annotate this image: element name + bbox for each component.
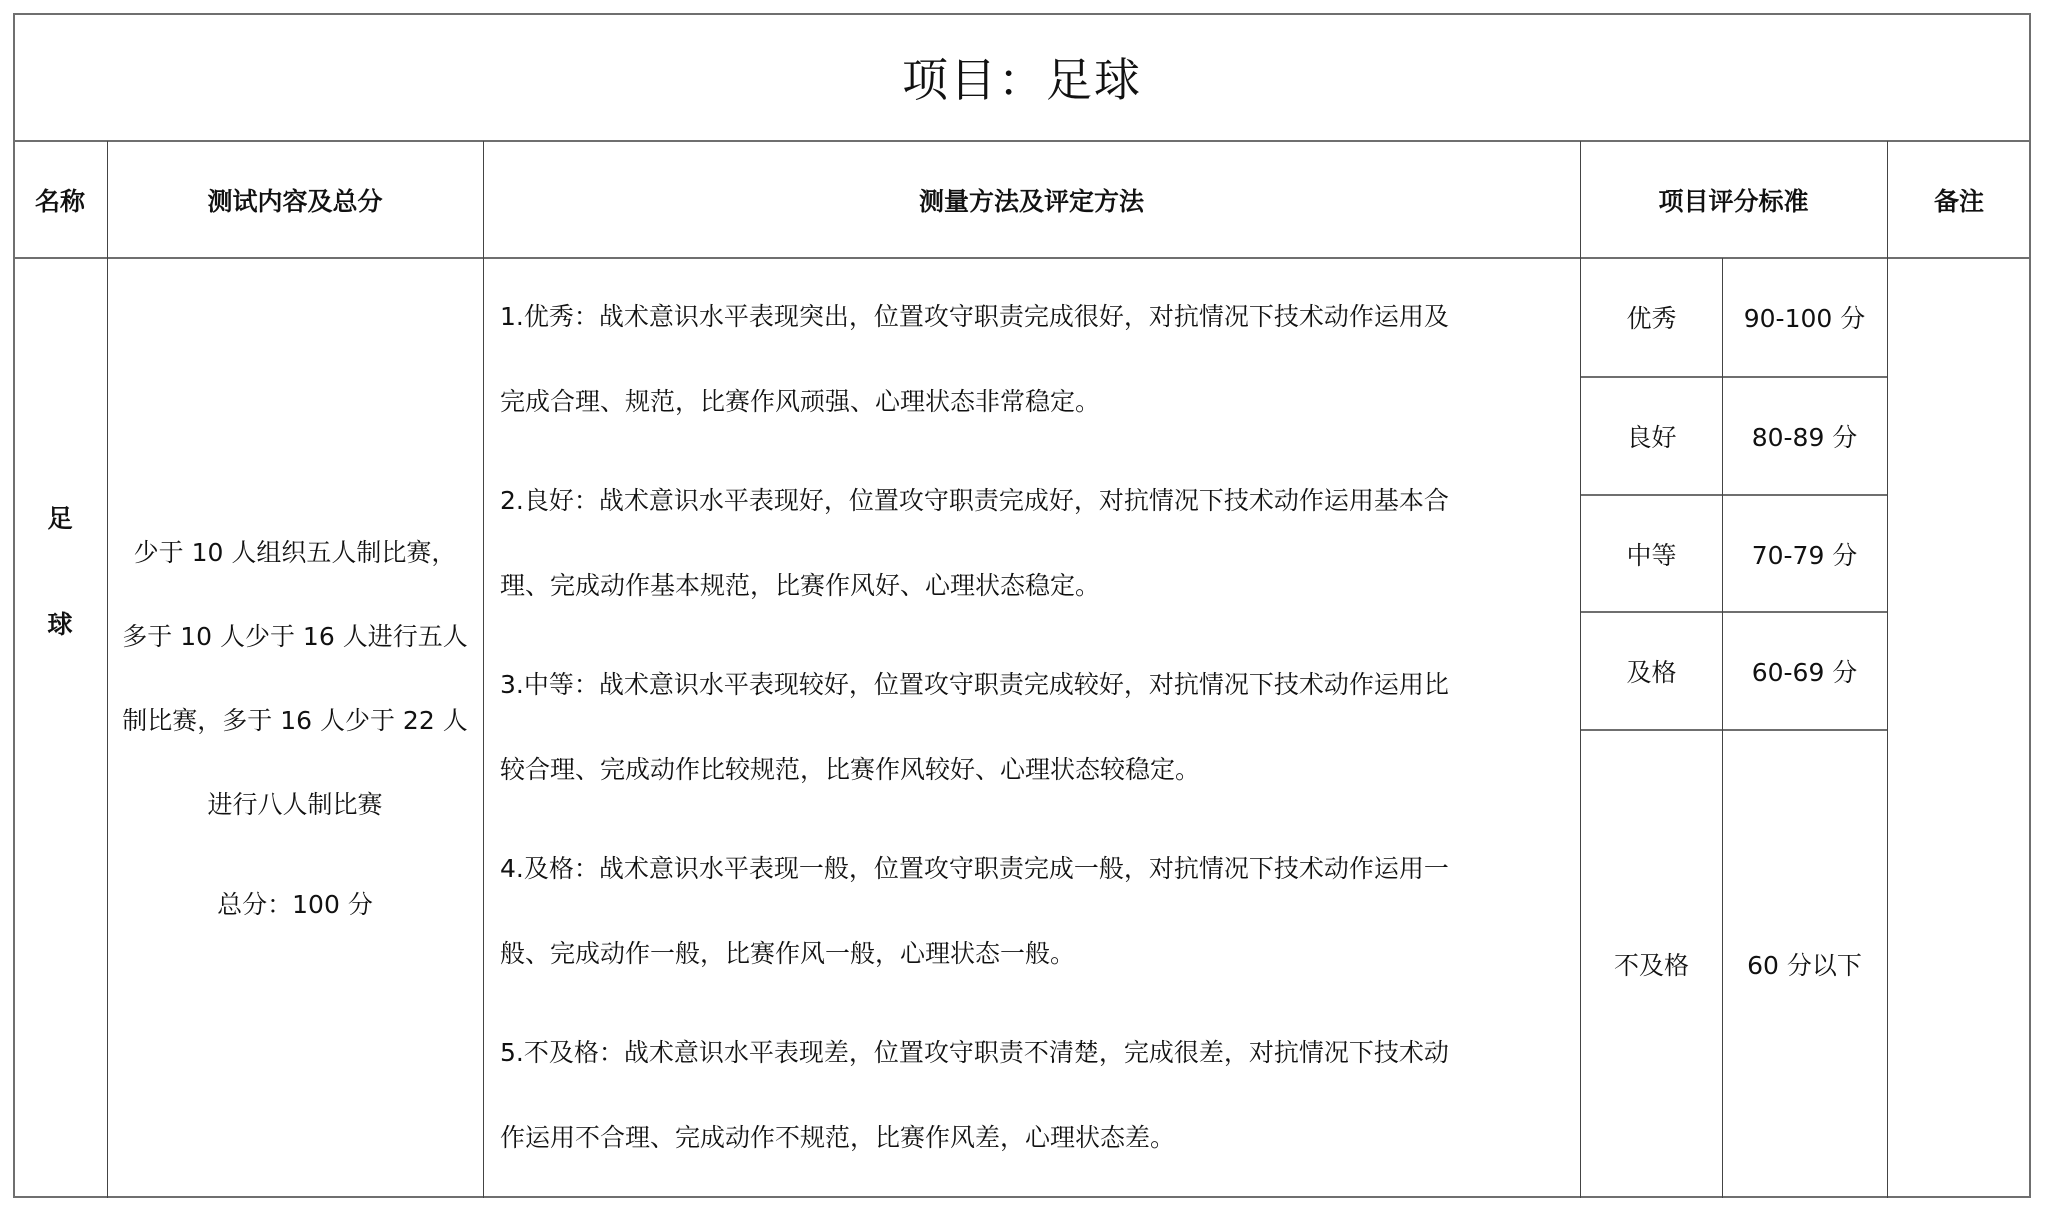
page-title: 项目：足球 [902,53,1142,107]
total-score: 总分：100 分 [217,890,373,919]
method-text: 作运用不合理、完成动作不规范，比赛作风差，心理状态差。 [500,1123,1176,1152]
test-content-line: 多于 10 人少于 16 人进行五人 [122,622,468,651]
method-text: 3.中等：战术意识水平表现较好，位置攻守职责完成较好，对抗情况下技术动作运用比 [500,670,1449,699]
remarks-cell [1887,258,2031,1198]
grade-range-pass: 60-69 分 [1751,657,1858,687]
test-content-line: 少于 10 人组织五人制比赛， [133,538,457,567]
divider-col-2 [483,141,484,1198]
project-name-cell [13,470,107,670]
grade-level-pass: 及格 [1626,657,1677,687]
method-item-2 [500,480,1449,650]
method-item-4 [500,848,1449,1018]
method-text: 4.及格：战术意识水平表现一般，位置攻守职责完成一般，对抗情况下技术动作运用一 [500,854,1449,883]
method-item-3 [500,664,1449,834]
project-name-char: 球 [47,610,73,639]
header-standard: 项目评分标准 [1658,186,1809,216]
method-text: 理、完成动作基本规范，比赛作风好、心理状态稳定。 [500,571,1101,600]
project-name-char: 足 [47,504,73,533]
header-method: 测量方法及评定方法 [918,186,1144,216]
grade-range-medium: 70-79 分 [1751,540,1858,570]
method-item-1 [500,296,1449,466]
grade-level-medium: 中等 [1626,540,1677,570]
header-remarks: 备注 [1933,186,1984,216]
method-text: 2.良好：战术意识水平表现好，位置攻守职责完成好，对抗情况下技术动作运用基本合 [500,486,1449,515]
header-content: 测试内容及总分 [207,186,383,216]
method-text: 般、完成动作一般，比赛作风一般，心理状态一般。 [500,939,1076,968]
grade-range-excellent: 90-100 分 [1743,304,1866,333]
method-text: 较合理、完成动作比较规范，比赛作风较好、心理状态较稳定。 [500,755,1201,784]
grade-range-fail: 60 分以下 [1747,951,1862,980]
header-name: 名称 [34,186,85,216]
grade-level-good: 良好 [1626,422,1677,452]
test-content-cell [107,511,483,947]
method-text: 5.不及格：战术意识水平表现差，位置攻守职责不清楚，完成很差，对抗情况下技术动 [500,1038,1449,1067]
grade-level-excellent: 优秀 [1626,304,1677,333]
grade-range-good: 80-89 分 [1751,422,1858,452]
test-content-line: 制比赛，多于 16 人少于 22 人 [122,706,468,735]
method-item-5 [500,1032,1449,1202]
method-text: 完成合理、规范，比赛作风顽强、心理状态非常稳定。 [500,387,1101,416]
method-text: 1.优秀：战术意识水平表现突出，位置攻守职责完成很好，对抗情况下技术动作运用及 [500,302,1449,331]
test-content-line: 进行八人制比赛 [207,790,383,819]
grade-level-fail: 不及格 [1613,951,1689,980]
